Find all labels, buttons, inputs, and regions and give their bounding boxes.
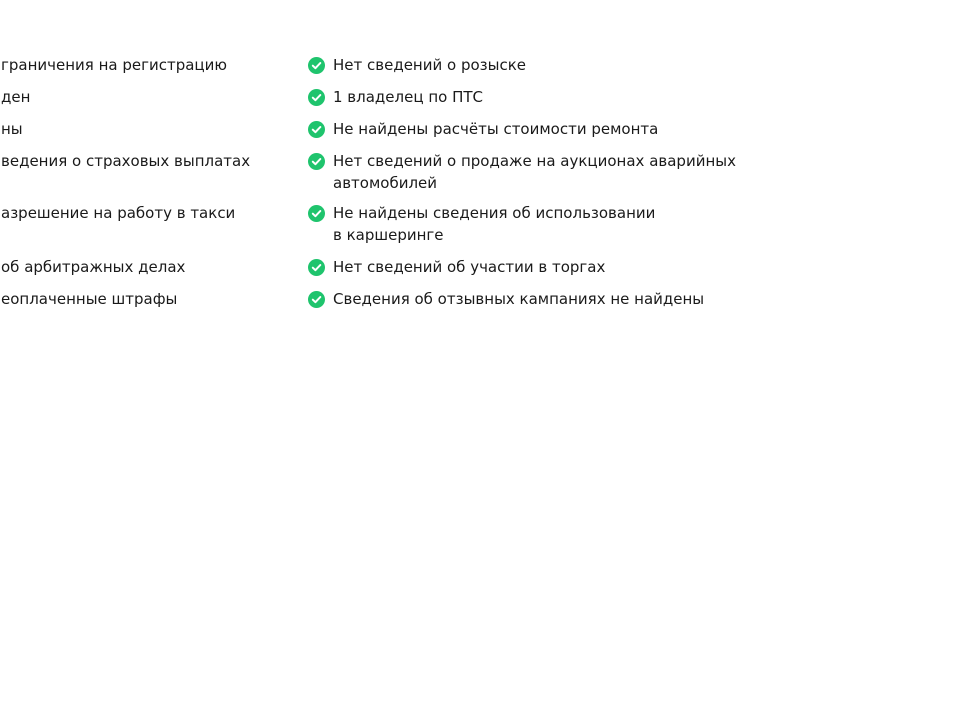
check-item-label: 1 владелец по ПТС xyxy=(333,88,483,106)
check-item-label: об арбитражных делах xyxy=(1,258,186,276)
check-item xyxy=(0,288,177,310)
check-item-label: Нет сведений о продаже на аукционах аварийных автомобилей xyxy=(333,152,736,192)
check-item xyxy=(308,288,704,310)
check-item xyxy=(0,150,250,172)
check-item-label: Нет сведений об участии в торгах xyxy=(333,258,606,276)
check-circle-icon xyxy=(308,121,325,138)
check-item xyxy=(0,202,235,224)
check-item-label: Нет сведений о розыске xyxy=(333,56,527,74)
check-item-label: азрешение на работу в такси xyxy=(1,204,236,222)
check-item-label: Не найдены сведения об использовании в каршеринге xyxy=(333,204,656,244)
check-item xyxy=(0,54,227,76)
check-item xyxy=(0,256,185,278)
check-circle-icon xyxy=(308,89,325,106)
check-item-label: ведения о страховых выплатах xyxy=(1,152,251,170)
check-circle-icon xyxy=(308,205,325,222)
check-circle-icon xyxy=(308,57,325,74)
check-circle-icon xyxy=(308,259,325,276)
check-item-label: ны xyxy=(1,120,23,138)
check-item-label: еоплаченные штрафы xyxy=(1,290,178,308)
check-item xyxy=(308,150,736,194)
check-item-label: граничения на регистрацию xyxy=(1,56,228,74)
check-item xyxy=(308,118,658,140)
check-item xyxy=(308,202,655,246)
check-circle-icon xyxy=(308,291,325,308)
check-item xyxy=(0,86,30,108)
check-item xyxy=(308,256,605,278)
check-item xyxy=(308,86,483,108)
check-item-label: Сведения об отзывных кампаниях не найдены xyxy=(333,290,705,308)
check-item xyxy=(0,118,23,140)
check-item-label: ден xyxy=(1,88,31,106)
check-item xyxy=(308,54,526,76)
check-circle-icon xyxy=(308,153,325,170)
check-item-label: Не найдены расчёты стоимости ремонта xyxy=(333,120,659,138)
